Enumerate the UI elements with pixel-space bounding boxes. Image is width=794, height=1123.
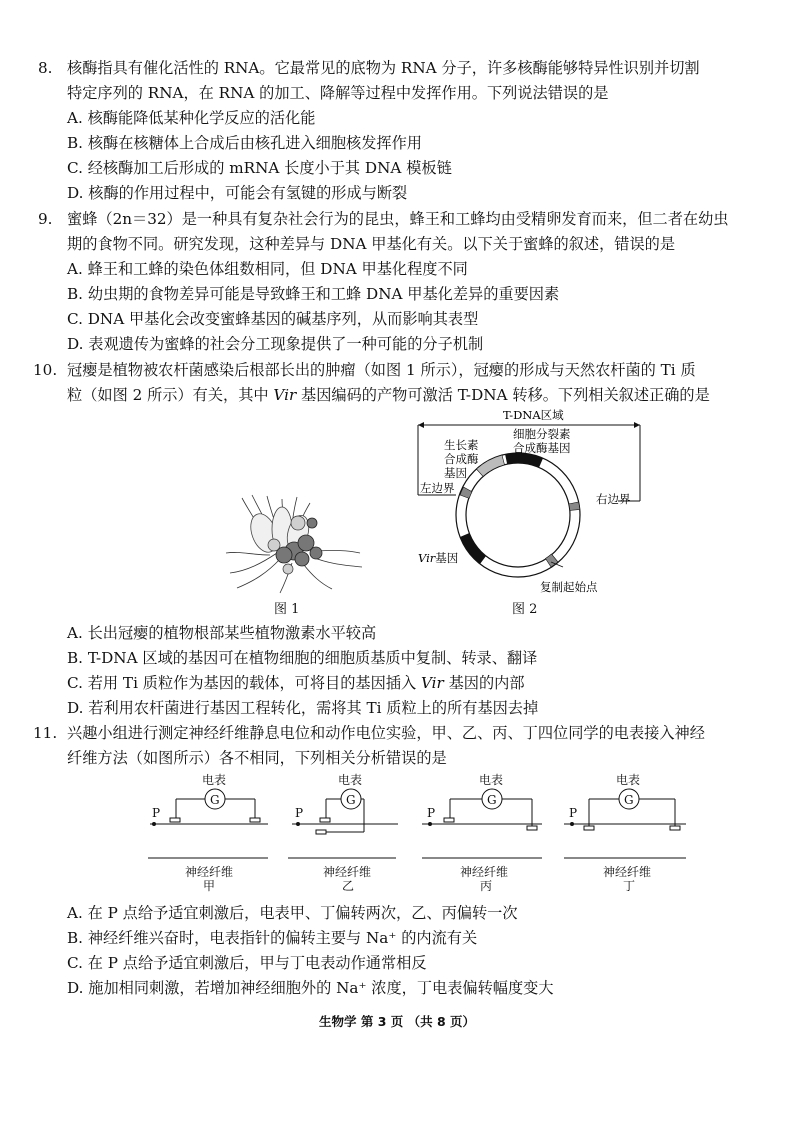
cytokinin-label-2: 合成酶基因 — [513, 441, 571, 455]
meter-jia-p: P — [152, 806, 161, 820]
q10-stem-line2: 粒（如图 2 所示）有关，其中 Vir 基因编码的产物可激活 T-DNA 转移。下列相关叙述正确的是 — [67, 386, 710, 404]
meter-ding-p: P — [569, 806, 578, 820]
q10-option-d: D. 若利用农杆菌进行基因工程转化，需将其 Ti 质粒上的所有基因去掉 — [67, 699, 539, 717]
meter-ding-label: 电表 — [616, 773, 641, 787]
vir-gene-segment — [460, 533, 486, 564]
q10-option-b: B. T-DNA 区域的基因可在植物细胞的细胞质基质中复制、转录、翻译 — [67, 649, 538, 667]
auxin-gene-segment — [476, 455, 504, 476]
q11-option-c: C. 在 P 点给予适宜刺激后，甲与丁电表动作通常相反 — [67, 954, 427, 972]
cytokinin-label-1: 细胞分裂素 — [513, 427, 571, 441]
q11-meter-diagrams — [140, 770, 700, 895]
q10-option-a: A. 长出冠瘿的植物根部某些植物激素水平较高 — [67, 624, 377, 642]
meter-bing-label: 电表 — [479, 773, 504, 787]
q8-number: 8. — [38, 59, 53, 77]
origin-mark — [546, 554, 559, 567]
origin-label: 复制起始点 — [540, 580, 598, 594]
tdna-region-label: T-DNA区域 — [503, 408, 564, 422]
meter-bing — [422, 772, 542, 893]
meter-ding — [564, 772, 686, 893]
q10-option-c: C. 若用 Ti 质粒作为基因的载体，可将目的基因插入 Vir 基因的内部 — [67, 674, 525, 692]
meter-bing-p: P — [427, 806, 436, 820]
meter-jia-g: G — [210, 793, 220, 807]
left-border-label: 左边界 — [420, 481, 455, 495]
q9-option-d: D. 表观遗传为蜜蜂的社会分工现象提供了一种可能的分子机制 — [67, 335, 484, 353]
meter-bing-name: 丙 — [480, 879, 493, 893]
right-border-label: 右边界 — [596, 492, 631, 506]
q11-option-d: D. 施加相同刺激，若增加神经细胞外的 Na⁺ 浓度，丁电表偏转幅度变大 — [67, 979, 554, 997]
vir-gene-label: Vir基因 — [418, 551, 459, 565]
fiber-bing-label: 神经纤维 — [460, 865, 509, 879]
cytokinin-gene-segment — [505, 453, 543, 467]
q9-stem-line1: 蜜蜂（2n＝32）是一种具有复杂社会行为的昆虫，蜂王和工蜂均由受精卵发育而来，但二者在幼虫 — [67, 210, 729, 228]
q10-stem-line1: 冠瘿是植物被农杆菌感染后根部长出的肿瘤（如图 1 所示），冠瘿的形成与天然农杆菌的 Ti 质 — [67, 361, 696, 379]
q9-number: 9. — [38, 210, 53, 228]
meter-yi-g: G — [346, 793, 356, 807]
auxin-label-3: 基因 — [444, 466, 467, 480]
q8-stem-line1: 核酶指具有催化活性的 RNA。它最常见的底物为 RNA 分子，许多核酶能够特异性识别并切割 — [67, 59, 700, 77]
meter-jia-name: 甲 — [203, 879, 216, 893]
meter-jia-label: 电表 — [202, 773, 227, 787]
q9-stem-line2: 期的食物不同。研究发现，这种差异与 DNA 甲基化有关。以下关于蜜蜂的叙述，错误的是 — [67, 235, 676, 253]
q8-option-a: A. 核酶能降低某种化学反应的活化能 — [67, 109, 316, 127]
meter-ding-g: G — [624, 793, 634, 807]
q10-number: 10. — [33, 361, 58, 379]
right-border-mark — [569, 502, 580, 510]
q9-option-b: B. 幼虫期的食物差异可能是导致蜂王和工蜂 DNA 甲基化差异的重要因素 — [67, 285, 560, 303]
auxin-label-2: 合成酶 — [444, 452, 479, 466]
meter-yi-name: 乙 — [342, 879, 355, 893]
q8-option-b: B. 核酶在核糖体上合成后由核孔进入细胞核发挥作用 — [67, 134, 422, 152]
fiber-yi-label: 神经纤维 — [323, 865, 372, 879]
q11-stem-line2: 纤维方法（如图所示）各不相同，下列相关分析错误的是 — [67, 749, 447, 767]
figure2-caption: 图 2 — [512, 602, 538, 617]
figure1-crown-gall — [222, 493, 367, 595]
q11-option-b: B. 神经纤维兴奋时，电表指针的偏转主要与 Na⁺ 的内流有关 — [67, 929, 478, 947]
q9-option-c: C. DNA 甲基化会改变蜜蜂基因的碱基序列，从而影响其表型 — [67, 310, 479, 328]
q8-option-c: C. 经核酶加工后形成的 mRNA 长度小于其 DNA 模板链 — [67, 159, 452, 177]
q9-option-a: A. 蜂王和工蜂的染色体组数相同，但 DNA 甲基化程度不同 — [67, 260, 468, 278]
figure2-ti-plasmid — [408, 405, 648, 615]
q8-option-d: D. 核酶的作用过程中，可能会有氢键的形成与断裂 — [67, 184, 408, 202]
figure1-caption: 图 1 — [274, 602, 300, 617]
fiber-ding-label: 神经纤维 — [603, 865, 652, 879]
page-footer: 生物学 第 3 页 （共 8 页） — [318, 1014, 475, 1029]
auxin-label-1: 生长素 — [444, 438, 479, 452]
q11-number: 11. — [33, 724, 58, 742]
meter-ding-name: 丁 — [623, 879, 636, 893]
meter-yi-p: P — [295, 806, 304, 820]
q11-stem-line1: 兴趣小组进行测定神经纤维静息电位和动作电位实验，甲、乙、丙、丁四位同学的电表接入神经 — [67, 724, 705, 742]
meter-yi-label: 电表 — [338, 773, 363, 787]
fiber-jia-label: 神经纤维 — [185, 865, 234, 879]
meter-bing-g: G — [487, 793, 497, 807]
q8-stem-line2: 特定序列的 RNA，在 RNA 的加工、降解等过程中发挥作用。下列说法错误的是 — [67, 84, 609, 102]
q11-option-a: A. 在 P 点给予适宜刺激后，电表甲、丁偏转两次，乙、丙偏转一次 — [67, 904, 518, 922]
meter-jia — [148, 772, 268, 893]
meter-yi — [288, 772, 398, 893]
